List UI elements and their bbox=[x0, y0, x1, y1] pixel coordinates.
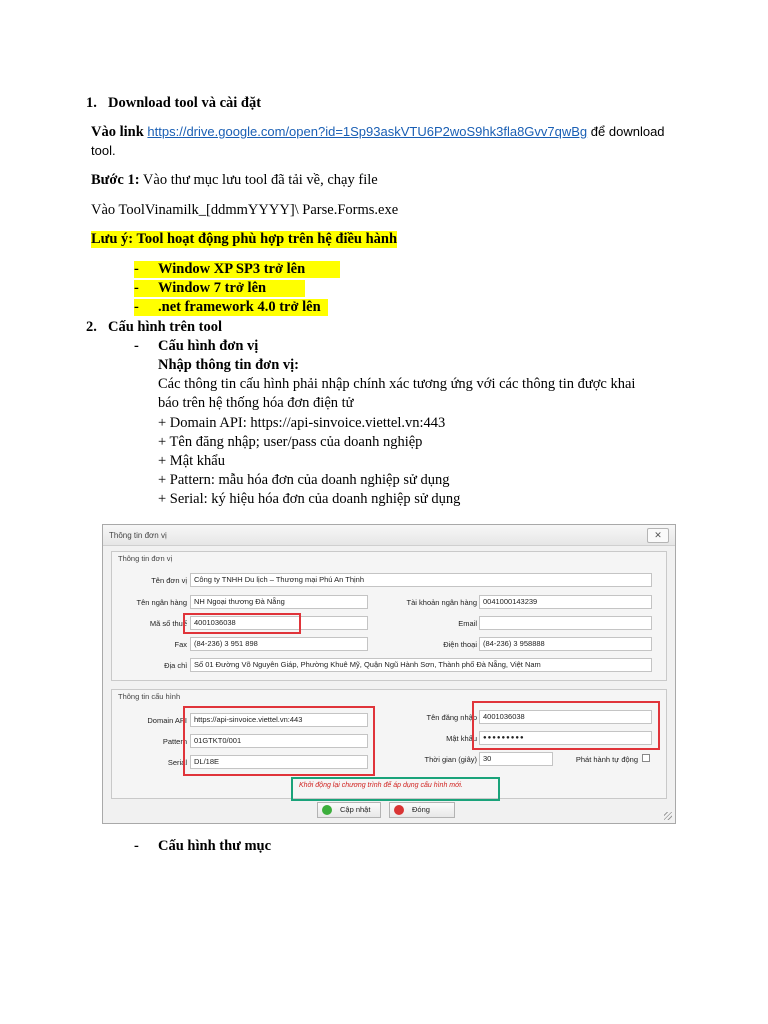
bullet-item: + Mật khẩu bbox=[158, 453, 225, 469]
thoi-gian-field[interactable]: 30 bbox=[479, 752, 553, 766]
ma-so-thue-field[interactable]: 4001036038 bbox=[190, 616, 368, 630]
link-suffix-2: tool. bbox=[91, 143, 116, 158]
os-item bbox=[134, 299, 328, 316]
tai-khoan-field[interactable]: 0041000143239 bbox=[479, 595, 652, 609]
section1-number: 1. bbox=[86, 95, 97, 111]
label-serial: Serial bbox=[167, 758, 187, 767]
sub1-title: Cấu hình đơn vị bbox=[158, 338, 259, 354]
os-item bbox=[134, 280, 305, 297]
label-phat-hanh: Phát hành tự động bbox=[575, 755, 638, 764]
restart-hint: Khởi động lại chương trình để áp dụng cấu hình mới. bbox=[299, 782, 463, 789]
close-icon[interactable]: ✕ bbox=[647, 528, 669, 543]
dialog-title: Thông tin đơn vị bbox=[109, 531, 167, 540]
check-icon bbox=[322, 805, 332, 815]
paragraph-line: Các thông tin cấu hình phải nhập chính xác tương ứng với các thông tin được khai bbox=[158, 376, 636, 392]
close-circle-icon bbox=[394, 805, 404, 815]
bullet-item: + Domain API: https://api-sinvoice.viettel.vn:443 bbox=[158, 415, 446, 431]
ten-ngan-hang-field[interactable]: NH Ngoại thương Đà Nẵng bbox=[190, 595, 368, 609]
link-label: Vào link bbox=[91, 124, 144, 140]
auto-publish-checkbox[interactable] bbox=[642, 754, 650, 762]
step1-label: Bước 1: bbox=[91, 172, 140, 188]
label-ten-ngan-hang: Tên ngân hàng bbox=[136, 598, 187, 607]
bullet-item: + Serial: ký hiệu hóa đơn của doanh nghiệp sử dụng bbox=[158, 491, 461, 507]
dash: - bbox=[134, 838, 139, 854]
step1-text: Vào thư mục lưu tool đã tải về, chạy file bbox=[142, 172, 378, 188]
ten-dang-nhap-field[interactable]: 4001036038 bbox=[479, 710, 652, 724]
close-button-label: Đóng bbox=[412, 805, 430, 814]
paragraph-line: báo trên hệ thống hóa đơn điện tử bbox=[158, 395, 354, 411]
label-ma-so-thue: Mã số thuế bbox=[149, 619, 187, 628]
bullet-item: + Tên đăng nhập; user/pass của doanh nghiệp bbox=[158, 434, 423, 450]
dash: - bbox=[134, 280, 139, 296]
label-thoi-gian: Thời gian (giây) bbox=[424, 755, 477, 764]
highlight-ma-so-thue bbox=[183, 613, 301, 634]
sub2-title: Cấu hình thư mục bbox=[158, 838, 272, 854]
section1-title: Download tool và cài đặt bbox=[108, 95, 262, 111]
label-ten-don-vi: Tên đơn vị bbox=[151, 576, 187, 585]
highlight-config-left bbox=[183, 706, 375, 776]
label-email: Email bbox=[458, 619, 477, 628]
label-dien-thoai: Điện thoại bbox=[443, 640, 477, 649]
dia-chi-field[interactable]: Số 01 Đường Võ Nguyên Giáp, Phường Khuê Mỹ, Quận Ngũ Hành Sơn, Thành phố Đà Nẵng, Việt Nam bbox=[190, 658, 652, 672]
dash: - bbox=[134, 261, 139, 277]
os-item bbox=[134, 261, 340, 278]
download-link[interactable]: https://drive.google.com/open?id=1Sp93askVTU6P2woS9hk3fla8Gvv7qwBg bbox=[147, 124, 588, 139]
label-tai-khoan: Tài khoản ngân hàng bbox=[406, 598, 477, 607]
fax-field[interactable]: (84-236) 3 951 898 bbox=[190, 637, 368, 651]
highlight-config-right bbox=[472, 701, 660, 750]
link-suffix: để download bbox=[590, 124, 665, 139]
save-button-label: Cập nhật bbox=[340, 805, 371, 814]
email-field[interactable] bbox=[479, 616, 652, 630]
resize-grip-icon[interactable] bbox=[664, 812, 672, 820]
close-button[interactable] bbox=[389, 802, 455, 818]
os-item-label: Window 7 trở lên bbox=[158, 280, 267, 296]
note-os: Lưu ý: Tool hoạt động phù hợp trên hệ điều hành bbox=[91, 231, 398, 247]
os-item-label: Window XP SP3 trở lên bbox=[158, 261, 306, 277]
serial-field[interactable]: DL/18E bbox=[190, 755, 368, 769]
label-dia-chi: Địa chỉ bbox=[164, 661, 187, 670]
group-title: Thông tin cấu hình bbox=[118, 692, 181, 701]
dialog-titlebar bbox=[103, 525, 675, 546]
sub1-heading: Nhập thông tin đơn vị: bbox=[158, 357, 299, 373]
ten-don-vi-field[interactable]: Công ty TNHH Du lịch – Thương mại Phú An Thịnh bbox=[190, 573, 652, 587]
dash: - bbox=[134, 299, 139, 315]
label-mat-khau: Mật khẩu bbox=[446, 734, 477, 743]
unit-info-dialog bbox=[102, 524, 676, 824]
label-pattern: Pattern bbox=[162, 737, 187, 746]
section2-number: 2. bbox=[86, 319, 97, 335]
os-item-label: .net framework 4.0 trở lên bbox=[158, 299, 321, 315]
label-ten-dang-nhap: Tên đăng nhập bbox=[426, 713, 477, 722]
exe-path: Vào ToolVinamilk_[ddmmYYYY]\ Parse.Forms.exe bbox=[91, 202, 399, 218]
section2-title: Cấu hình trên tool bbox=[108, 319, 223, 335]
domain-api-field[interactable]: https://api-sinvoice.viettel.vn:443 bbox=[190, 713, 368, 727]
link-line bbox=[91, 124, 665, 141]
pattern-field[interactable]: 01GTKT0/001 bbox=[190, 734, 368, 748]
mat-khau-field[interactable]: ●●●●●●●●● bbox=[479, 731, 652, 745]
label-fax: Fax bbox=[174, 640, 187, 649]
step1-line bbox=[91, 172, 378, 189]
bullet-item: + Pattern: mẫu hóa đơn của doanh nghiệp sử dụng bbox=[158, 472, 450, 488]
label-domain-api: Domain API bbox=[147, 716, 187, 725]
highlight-restart-hint bbox=[291, 777, 500, 801]
group-title: Thông tin đơn vị bbox=[118, 554, 173, 563]
dash: - bbox=[134, 338, 139, 354]
dien-thoai-field[interactable]: (84-236) 3 958888 bbox=[479, 637, 652, 651]
save-button[interactable] bbox=[317, 802, 381, 818]
